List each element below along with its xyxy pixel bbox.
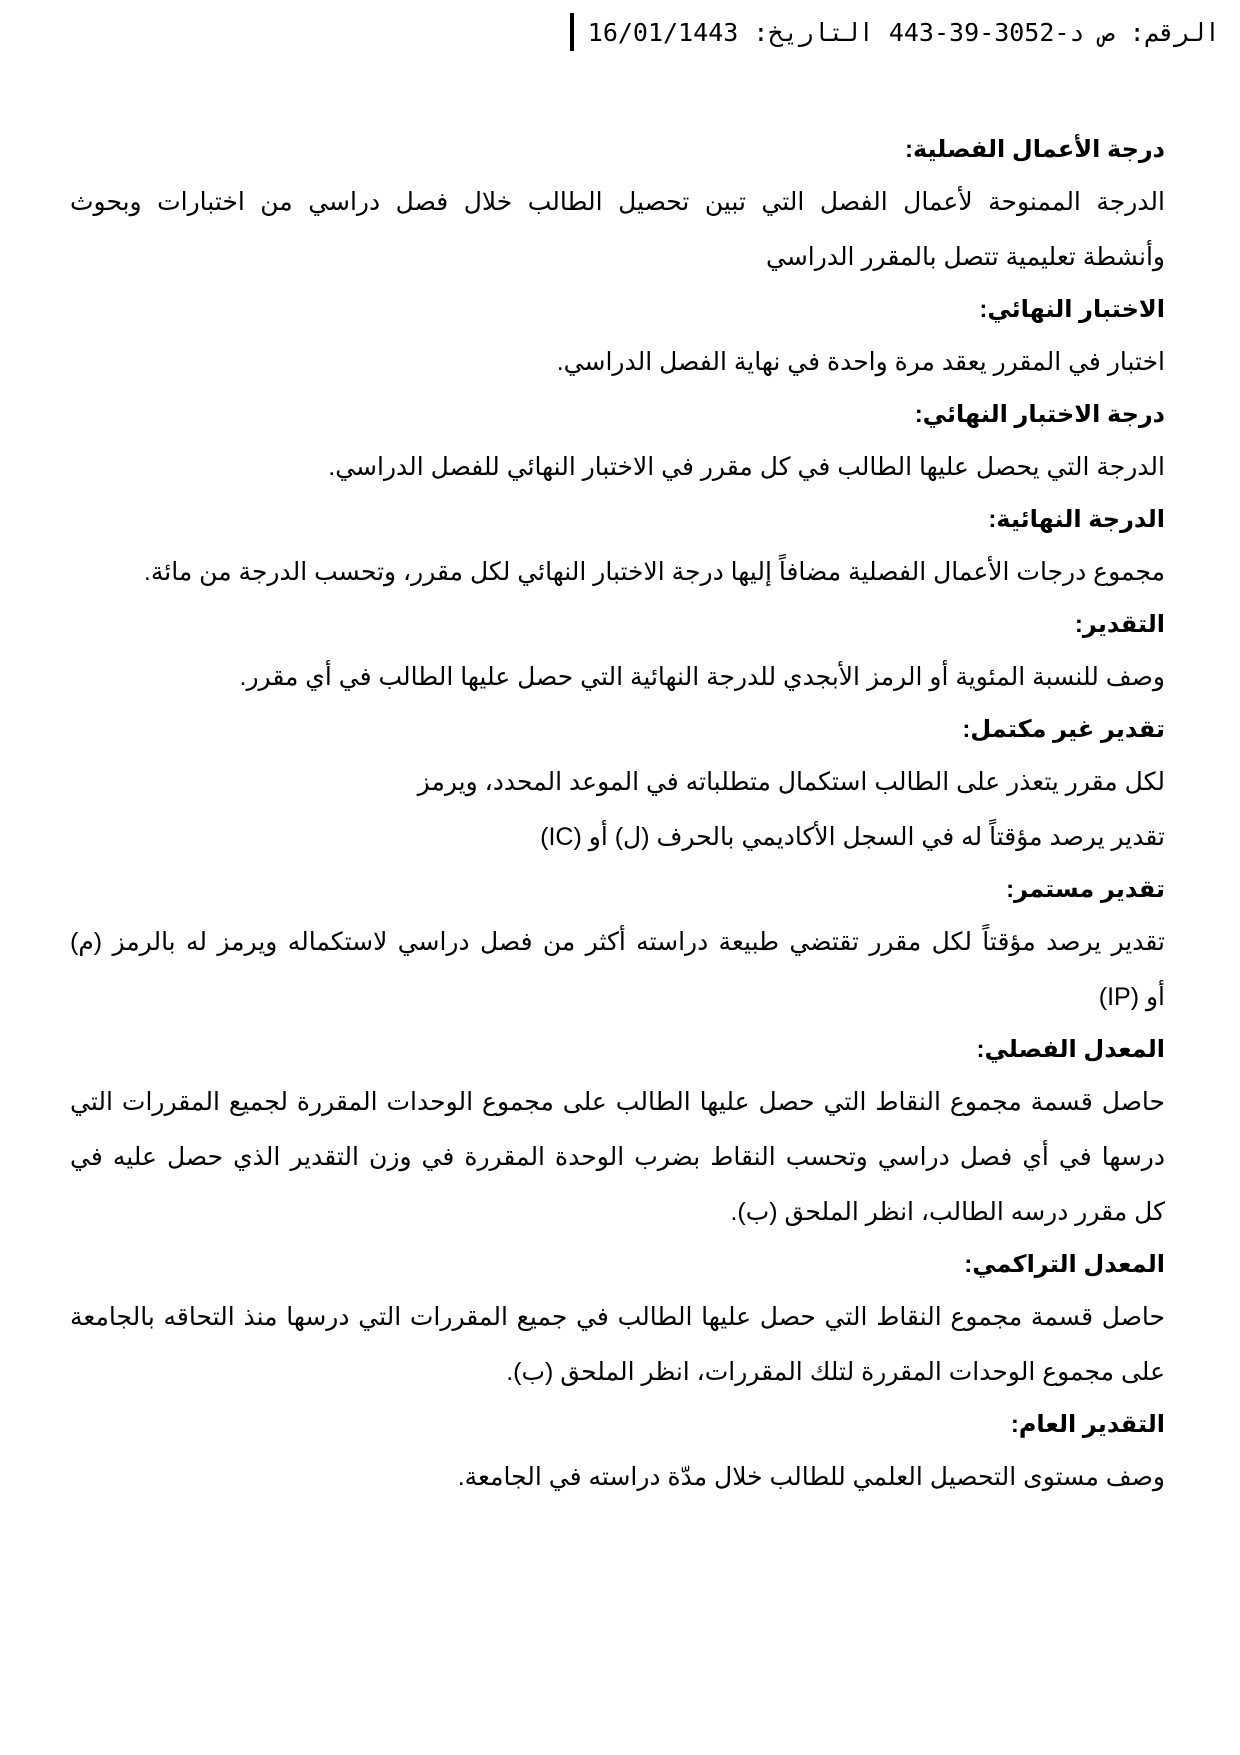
section-text-line: على مجموع الوحدات المقررة لتلك المقررات، انظر الملحق (ب).	[506, 1358, 1165, 1386]
section-heading: درجة الاختبار النهائي:	[914, 401, 1165, 428]
section-grade	[70, 600, 1165, 705]
section-text-line: تقدير يرصد مؤقتاً لكل مقرر تقتضي طبيعة دراسته أكثر من فصل دراسي لاستكماله ويرمز له بالرمز (م)	[70, 928, 1165, 956]
section-text-line: درسها في أي فصل دراسي وتحسب النقاط بضرب الوحدة المقررة في وزن التقدير الذي حصل عليه في	[70, 1143, 1165, 1171]
section-heading: التقدير العام:	[1010, 1411, 1165, 1438]
section-cumulative-gpa	[70, 1240, 1165, 1400]
section-heading: درجة الأعمال الفصلية:	[904, 136, 1165, 163]
section-text-line: حاصل قسمة مجموع النقاط التي حصل عليها الطالب في جميع المقررات التي درسها منذ التحاقه بالجامعة	[70, 1303, 1165, 1331]
section-text-line: الدرجة التي يحصل عليها الطالب في كل مقرر في الاختبار النهائي للفصل الدراسي.	[328, 453, 1165, 481]
reference-number-date: الرقم: ص د-3052-39-443 التاريخ: 16/01/1443	[587, 17, 1220, 47]
section-text-line: أو (IP)	[1098, 983, 1165, 1011]
section-text-line: الدرجة الممنوحة لأعمال الفصل التي تبين تحصيل الطالب خلال فصل دراسي من اختبارات وبحوث	[70, 188, 1165, 216]
section-text-line: لكل مقرر يتعذر على الطالب استكمال متطلباته في الموعد المحدد، ويرمز	[417, 768, 1165, 796]
reference-divider	[570, 13, 574, 51]
section-final-exam-grade	[70, 390, 1165, 495]
section-text-line: وصف للنسبة المئوية أو الرمز الأبجدي للدرجة النهائية التي حصل عليها الطالب في أي مقرر.	[239, 663, 1165, 691]
section-in-progress-grade	[70, 865, 1165, 1025]
section-heading: المعدل التراكمي:	[964, 1251, 1165, 1278]
section-heading: تقدير مستمر:	[1006, 876, 1165, 903]
section-heading: تقدير غير مكتمل:	[962, 716, 1165, 743]
section-text-line: اختبار في المقرر يعقد مرة واحدة في نهاية الفصل الدراسي.	[556, 348, 1165, 376]
section-general-grade	[70, 1400, 1165, 1505]
section-heading: الدرجة النهائية:	[988, 506, 1165, 533]
section-final-exam	[70, 285, 1165, 390]
reference-header	[570, 12, 1220, 52]
section-text-line: حاصل قسمة مجموع النقاط التي حصل عليها الطالب على مجموع الوحدات المقررة لجميع المقررات التي	[70, 1088, 1165, 1116]
section-coursework-grade	[70, 125, 1165, 285]
section-text-line: كل مقرر درسه الطالب، انظر الملحق (ب).	[730, 1198, 1165, 1226]
section-text-line: مجموع درجات الأعمال الفصلية مضافاً إليها درجة الاختبار النهائي لكل مقرر، وتحسب الدرجة من مائة.	[143, 558, 1165, 586]
section-text-line: وصف مستوى التحصيل العلمي للطالب خلال مدّة دراسته في الجامعة.	[457, 1463, 1165, 1491]
section-incomplete-grade	[70, 705, 1165, 865]
section-text-line: وأنشطة تعليمية تتصل بالمقرر الدراسي	[766, 243, 1165, 271]
section-final-grade	[70, 495, 1165, 600]
section-heading: التقدير:	[1074, 611, 1165, 638]
document-body	[70, 125, 1165, 1505]
section-text-line: تقدير يرصد مؤقتاً له في السجل الأكاديمي بالحرف (ل) أو (IC)	[540, 823, 1165, 851]
section-heading: المعدل الفصلي:	[976, 1036, 1165, 1063]
section-heading: الاختبار النهائي:	[979, 296, 1165, 323]
section-semester-gpa	[70, 1025, 1165, 1240]
